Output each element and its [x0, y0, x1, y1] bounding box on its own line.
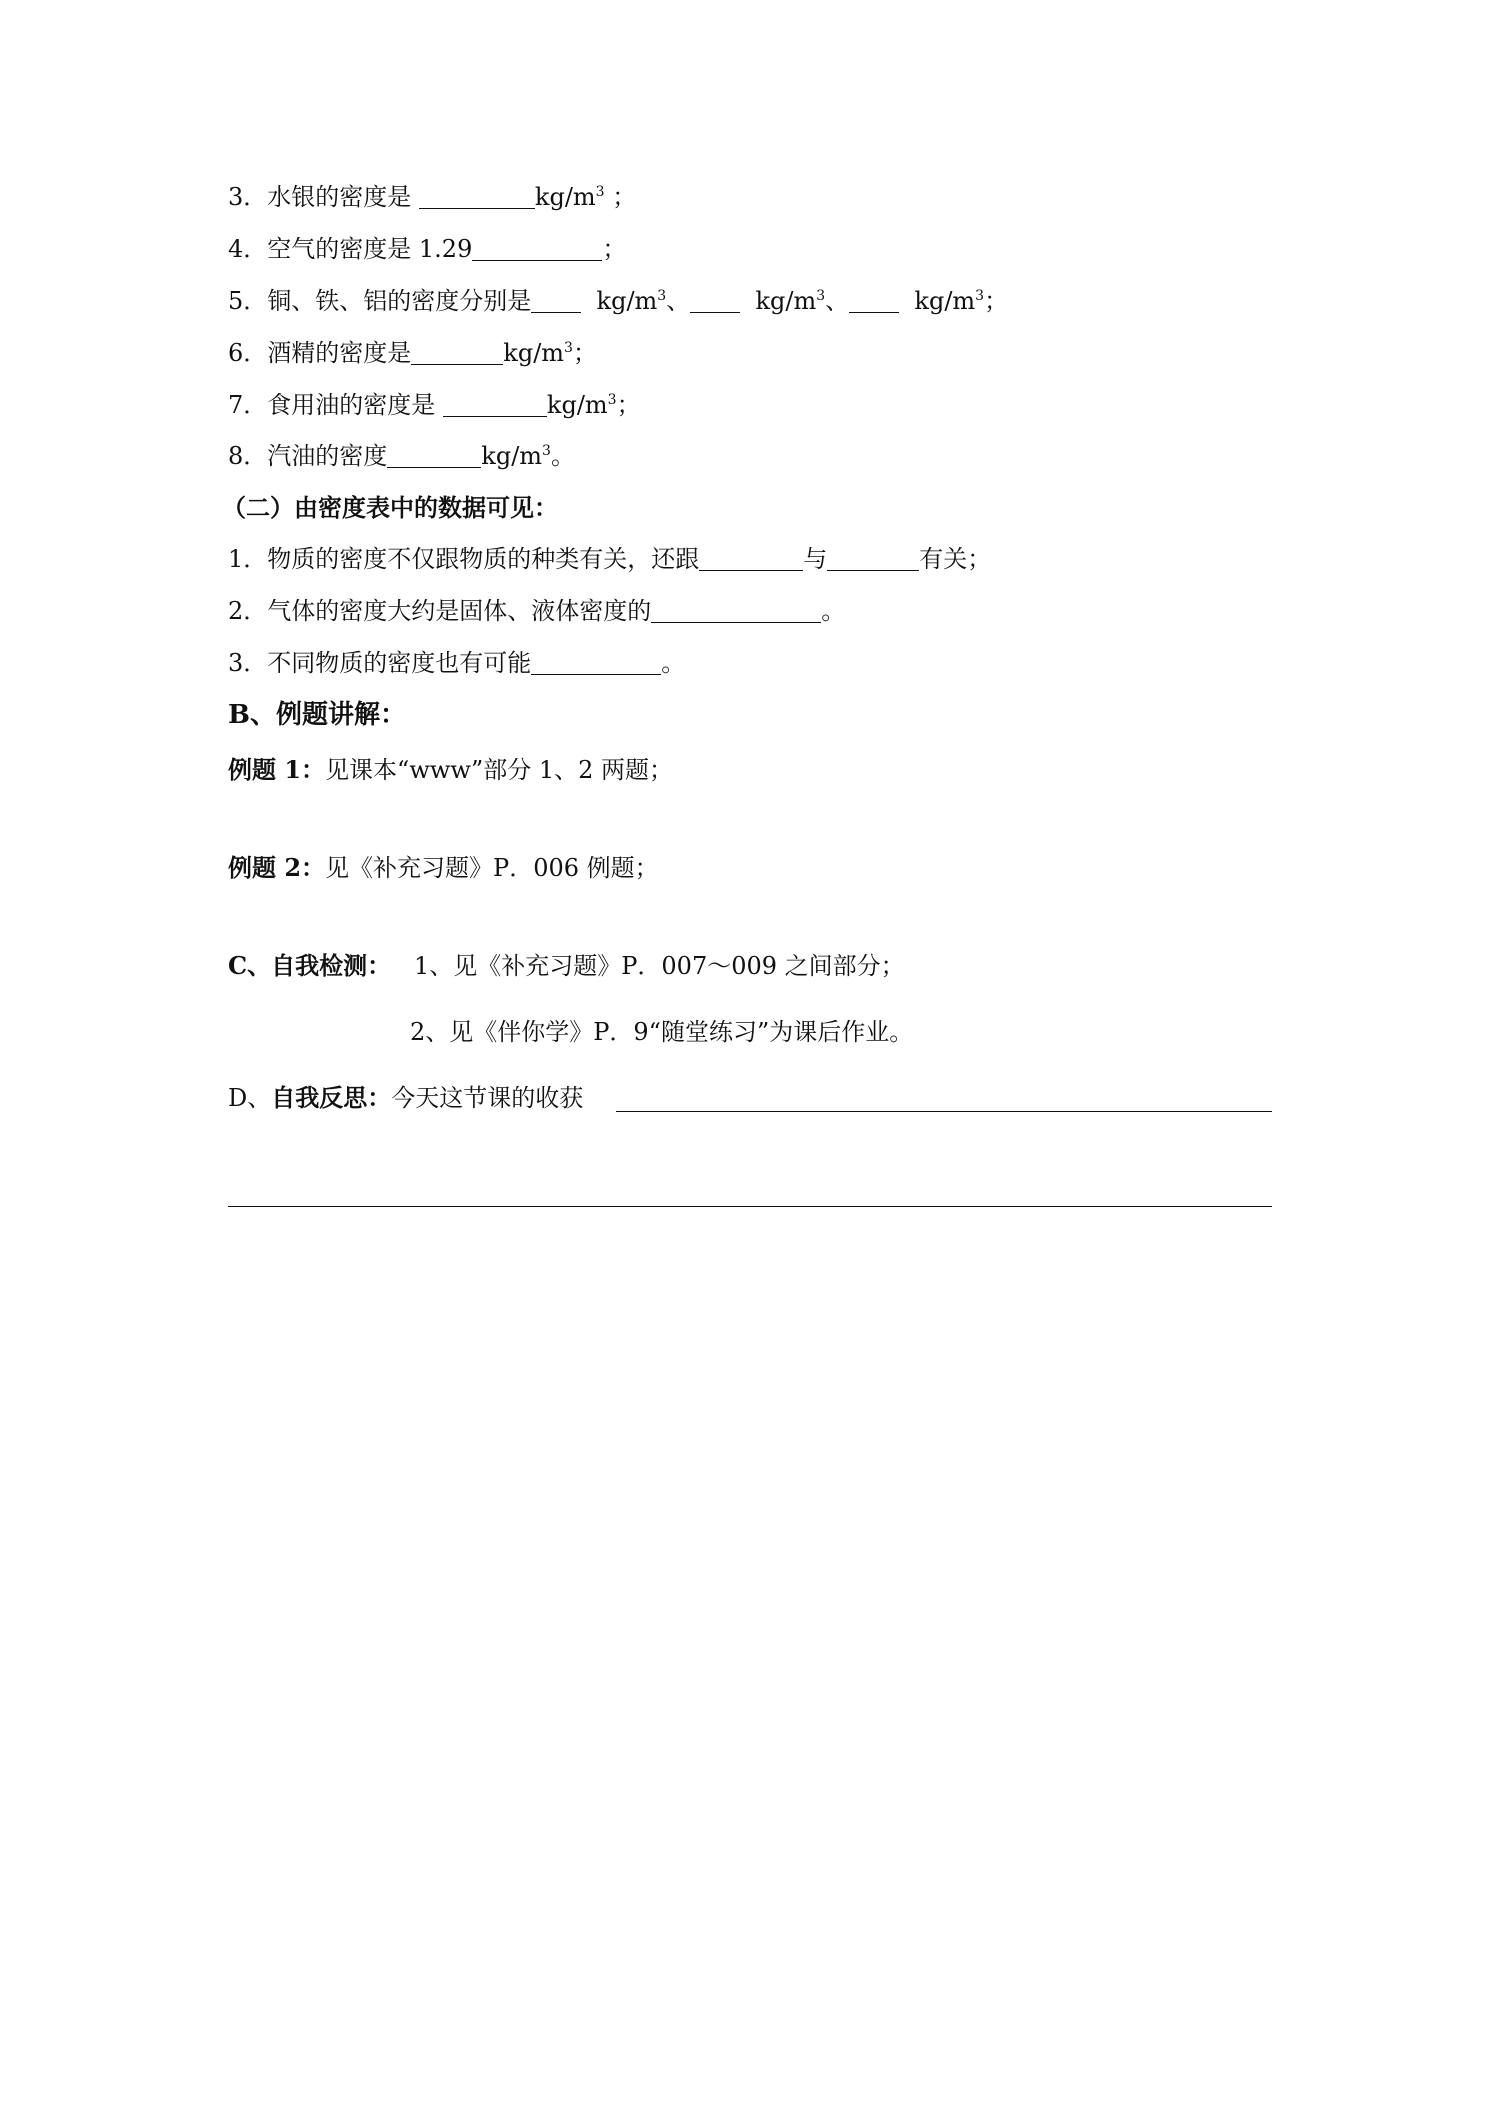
answer-blank[interactable]	[411, 340, 503, 365]
example-2: 例题 2：见《补充习题》P．006 例题；	[228, 853, 659, 882]
question-copper-iron-aluminum-density: 5．铜、铁、铝的密度分别是 $kg/m^3$、 $kg/m^3$、 $kg/m^3$；	[228, 287, 1009, 315]
answer-blank-aluminum[interactable]	[849, 288, 899, 313]
section-two-heading: （二）由密度表中的数据可见：	[222, 493, 558, 522]
self-check-item-1: C、自我检测： 1、见《补充习题》P．007～009 之间部分；	[228, 951, 905, 980]
answer-blank[interactable]	[419, 184, 535, 209]
reflection-answer-line-1[interactable]	[616, 1111, 1272, 1112]
observation-density-factors: 1．物质的密度不仅跟物质的种类有关，还跟 与 有关；	[228, 545, 992, 573]
question-alcohol-density: 6．酒精的密度是 $kg/m^3$；	[228, 339, 597, 367]
section-d-heading: 自我反思：	[271, 1083, 392, 1112]
section-b-heading: B、例题讲解：	[228, 700, 406, 730]
answer-blank[interactable]	[651, 598, 821, 623]
observation-different-substances: 3．不同物质的密度也有可能 。	[228, 649, 686, 677]
example-1: 例题 1：见课本“www”部分 1、2 两题；	[228, 755, 674, 784]
answer-blank[interactable]	[387, 443, 481, 468]
section-c-heading: C、自我检测：	[228, 951, 392, 980]
answer-blank[interactable]	[472, 236, 602, 261]
question-gasoline-density: 8．汽油的密度 $kg/m^3$。	[228, 442, 575, 470]
reflection-answer-line-2[interactable]	[228, 1206, 1272, 1207]
answer-blank-iron[interactable]	[690, 288, 740, 313]
self-reflection-line: D、自我反思：今天这节课的收获	[228, 1083, 584, 1112]
question-cooking-oil-density: 7．食用油的密度是 $kg/m^3$；	[228, 391, 641, 419]
observation-gas-density: 2．气体的密度大约是固体、液体密度的 。	[228, 597, 846, 625]
answer-blank-copper[interactable]	[531, 288, 581, 313]
question-air-density: 4．空气的密度是 1.29 ；	[228, 235, 627, 263]
answer-blank-2[interactable]	[827, 546, 919, 571]
question-mercury-density: 3．水银的密度是 $kg/m^3$ ；	[228, 183, 637, 211]
answer-blank-1[interactable]	[699, 546, 803, 571]
self-check-item-2: 2、见《伴你学》P．9“随堂练习”为课后作业。	[410, 1018, 914, 1046]
answer-blank[interactable]	[531, 650, 661, 675]
answer-blank[interactable]	[443, 392, 547, 417]
